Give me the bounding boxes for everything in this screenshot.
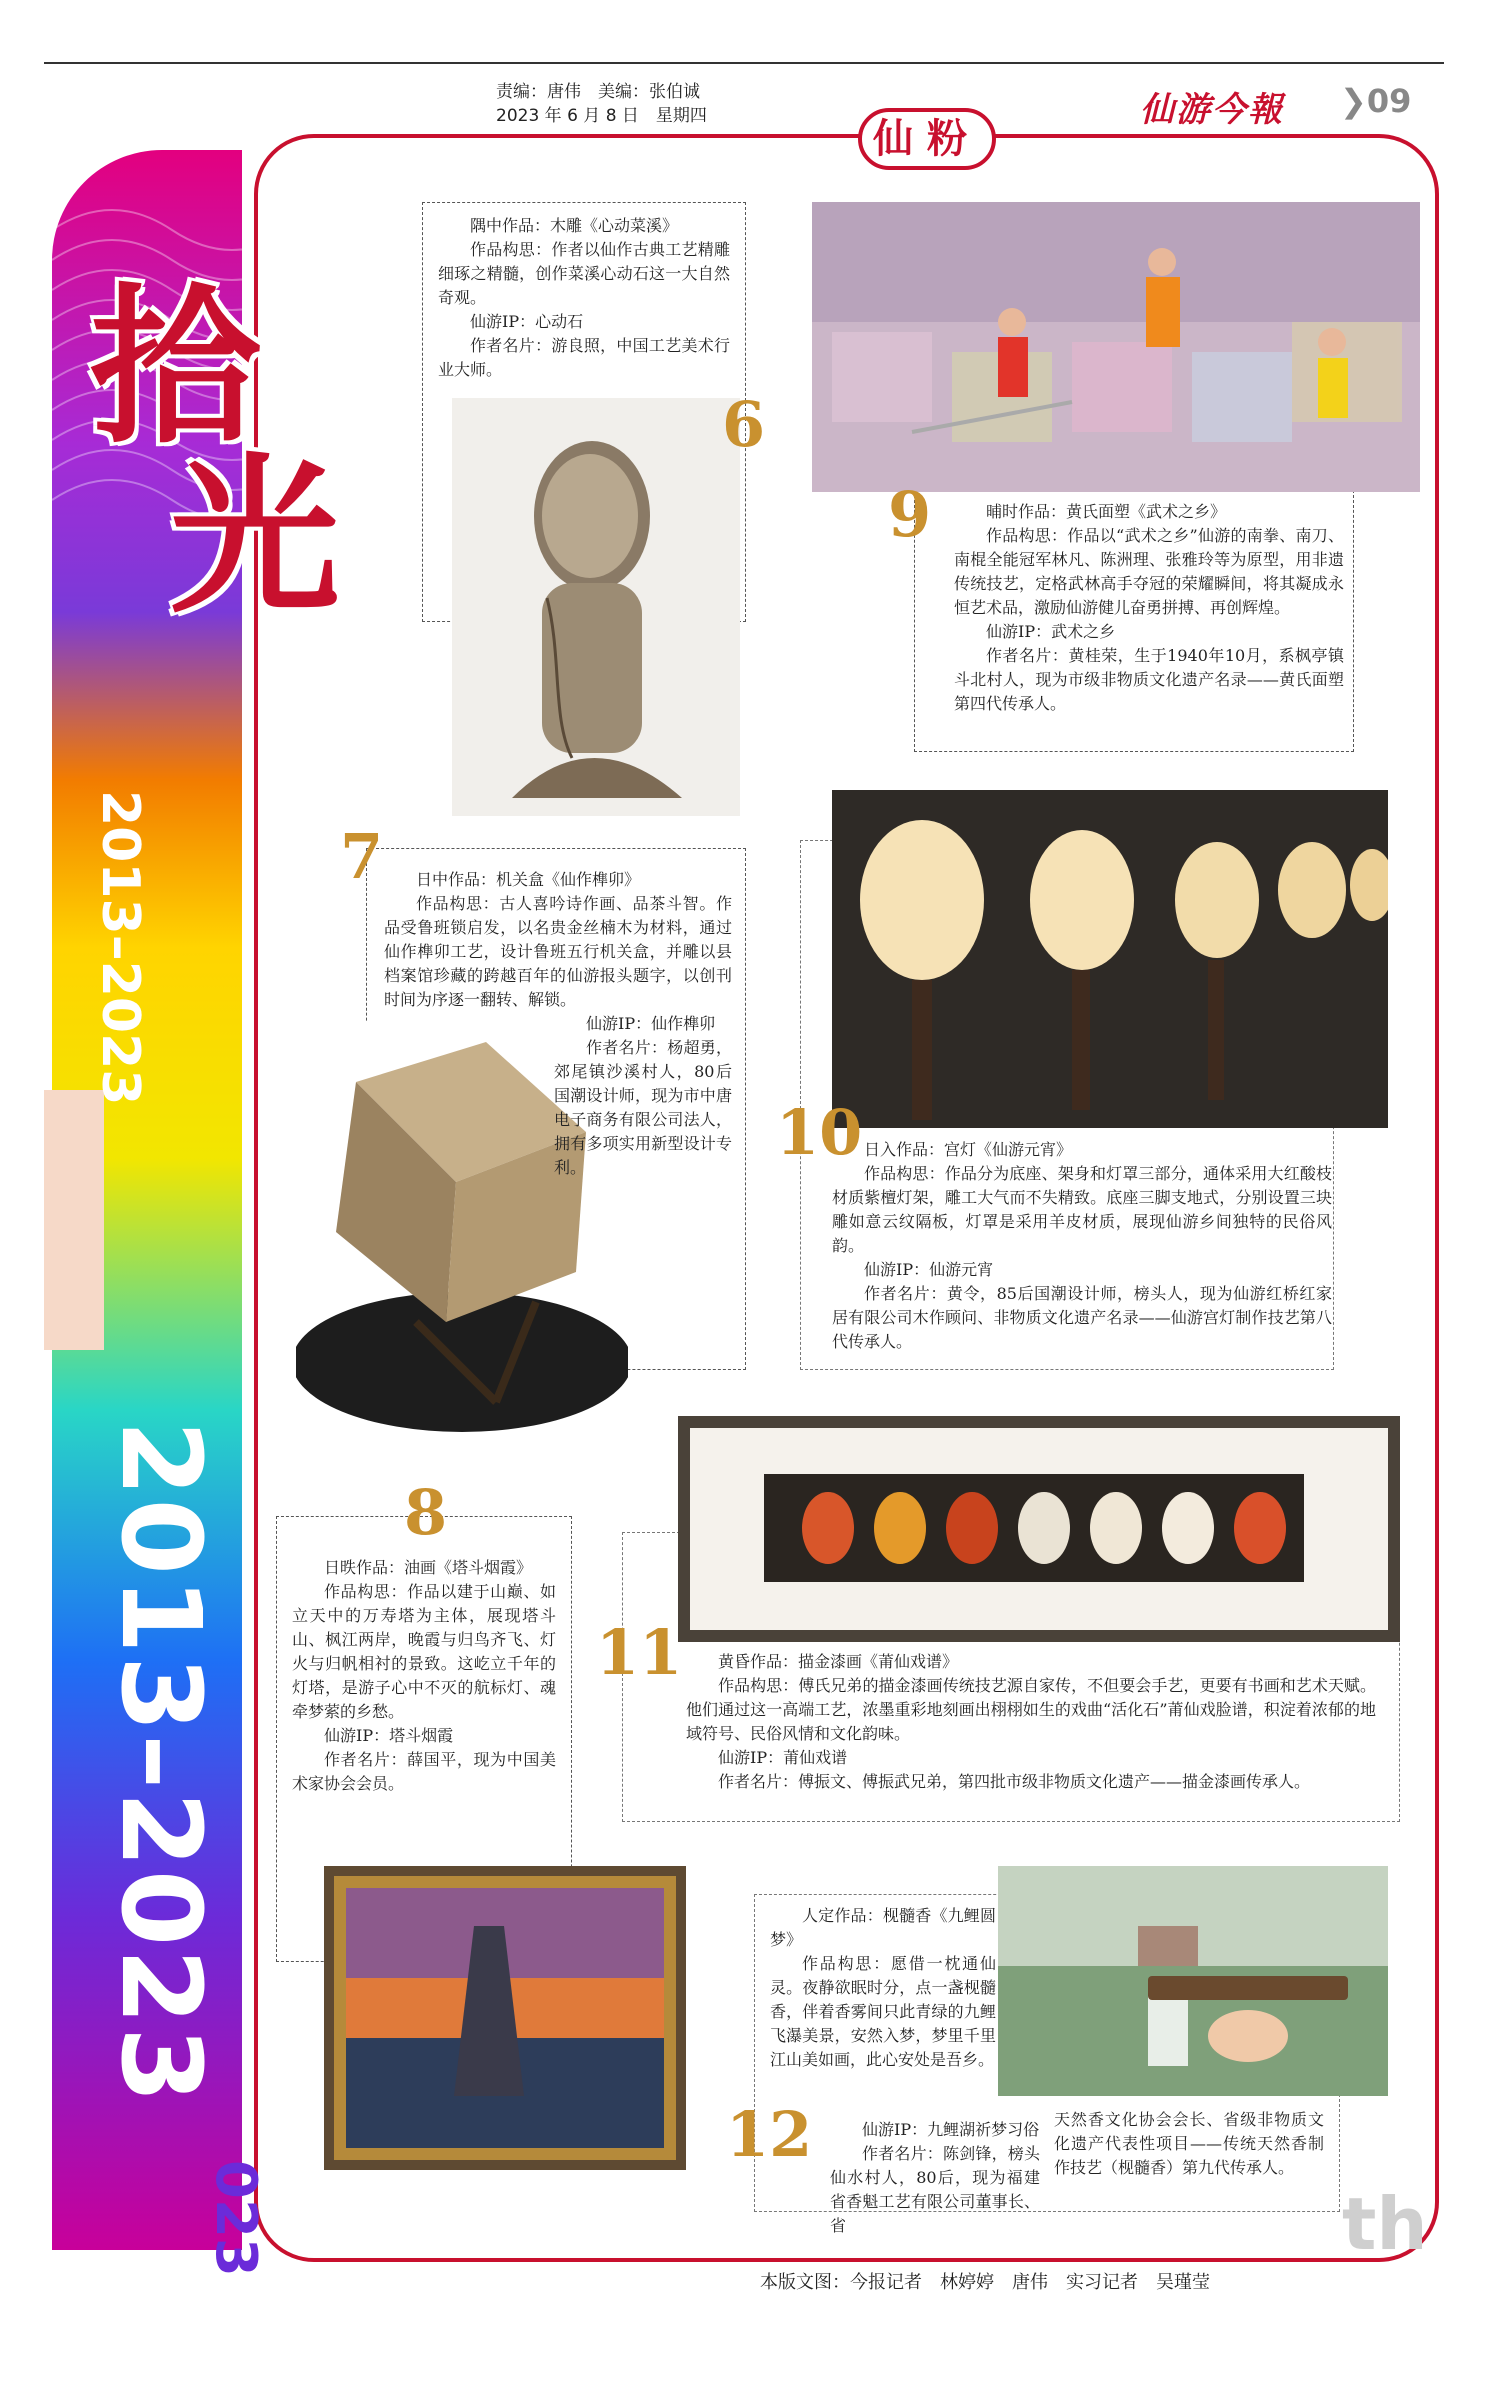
item-12-photo — [998, 1866, 1388, 2096]
date-line: 2023 年 6 月 8 日 星期四 — [496, 106, 707, 126]
item-11-concept: 作品构思：傅氏兄弟的描金漆画传统技艺源自家传，不但要会手艺，更要有书画和艺术天赋。他们通过这一高端工艺，浓墨重彩地刻画出栩栩如生的戏曲“活化石”莆仙戏脸谱，积淀着浓郁的地域符号、民俗风情和文化韵味。 — [686, 1676, 1376, 1743]
item-6-concept: 作品构思：作者以仙作古典工艺精雕细琢之精髓，创作菜溪心动石这一大自然奇观。 — [438, 240, 730, 307]
item-11-ip: 仙游IP：莆仙戏谱 — [718, 1748, 848, 1767]
item-8-photo — [324, 1866, 686, 2170]
item-12-text-c — [1054, 2108, 1324, 2180]
oil-painting-tower-image — [324, 1866, 686, 2170]
editors-line: 责编：唐伟 美编：张伯诚 — [496, 82, 700, 102]
item-11-number: 11 — [596, 1616, 683, 1689]
item-6-photo — [452, 398, 740, 816]
year-range-small: 2013–2023 — [90, 790, 150, 1106]
item-7-text — [384, 868, 732, 1180]
item-10-number: 10 — [776, 1096, 863, 1169]
item-9-head: 晡时作品：黄氏面塑《武术之乡》 — [986, 502, 1227, 521]
palace-lantern-image — [832, 790, 1388, 1128]
item-8-number: 8 — [404, 1476, 448, 1549]
item-6-number: 6 — [722, 388, 766, 461]
th-watermark: th — [1342, 2182, 1428, 2266]
item-6-ip: 仙游IP：心动石 — [470, 312, 584, 331]
item-11-author: 作者名片：傅振文、傅振武兄弟，第四批市级非物质文化遗产——描金漆画传承人。 — [718, 1772, 1311, 1791]
item-12-ip: 仙游IP：九鲤湖祈梦习俗 — [862, 2120, 1040, 2139]
item-10-concept: 作品构思：作品分为底座、架身和灯罩三部分，通体采用大红酸枝材质紫檀灯架，雕工大气而不失精致。底座三脚支地式，分别设置三块雕如意云纹隔板，灯罩是采用羊皮材质，展现仙游乡间独特的民俗风韵。 — [832, 1164, 1332, 1255]
item-9-ip: 仙游IP：武术之乡 — [986, 622, 1116, 641]
incense-waterfall-image — [998, 1866, 1388, 2096]
item-6-author: 作者名片：游良照，中国工艺美术行业大师。 — [438, 336, 730, 379]
item-8-head: 日昳作品：油画《塔斗烟霞》 — [324, 1558, 533, 1577]
item-9-photo — [812, 202, 1420, 492]
item-12-number: 12 — [726, 2098, 813, 2171]
item-12-author-b: 天然香文化协会会长、省级非物质文化遗产代表性项目——传统天然香制作技艺（枧髓香）第九代传承人。 — [1054, 2110, 1324, 2177]
paper-name: 仙游今報 — [1140, 90, 1284, 130]
item-8-ip: 仙游IP：塔斗烟霞 — [324, 1726, 454, 1745]
item-11-photo — [678, 1416, 1400, 1642]
item-7-head: 日中作品：机关盒《仙作榫卯》 — [416, 870, 641, 889]
item-9-number: 9 — [888, 478, 932, 551]
item-10-text — [832, 1138, 1332, 1354]
item-12-text-a — [770, 1904, 996, 2072]
title-char-2: 光 — [170, 437, 341, 637]
item-8-concept: 作品构思：作品以建于山巅、如立天中的万寿塔为主体，展现塔斗山、枫江两岸，晚霞与归鸟齐飞、灯火与归帆相衬的景致。这屹立千年的灯塔，是游子心中不灭的航标灯、魂牵梦萦的乡愁。 — [292, 1582, 556, 1721]
item-6-text — [438, 214, 730, 382]
item-9-text — [954, 500, 1344, 716]
item-7-ip: 仙游IP：仙作榫卯 — [586, 1014, 716, 1033]
item-11-text — [686, 1650, 1376, 1794]
year-range-big: 2013–2023 — [97, 1420, 225, 2106]
item-6-head: 隅中作品：木雕《心动菜溪》 — [470, 216, 679, 235]
photo-credit: 本版文图：今报记者 林婷婷 唐伟 实习记者 吴瑾莹 — [760, 2272, 1210, 2293]
dough-figurine-image — [812, 202, 1420, 492]
item-10-head: 日入作品：宫灯《仙游元宵》 — [864, 1140, 1073, 1159]
item-12-head: 人定作品：枧髓香《九鲤圆梦》 — [770, 1906, 996, 1949]
item-10-photo — [832, 790, 1388, 1128]
item-8-text — [292, 1556, 556, 1796]
item-11-head: 黄昏作品：描金漆画《莆仙戏谱》 — [718, 1652, 959, 1671]
item-12-concept: 作品构思：愿借一枕通仙灵。夜静欲眠时分，点一盏枧髓香，伴着香雾间只此青绿的九鲤飞瀑美景，安然入梦，梦里千里江山美如画，此心安处是吾乡。 — [770, 1954, 996, 2069]
item-9-concept: 作品构思：作品以“武术之乡”仙游的南拳、南刀、南棍全能冠军林凡、陈洲理、张雅玲等为原型，用非遗传统技艺，定格武林高手夺冠的荣耀瞬间，将其凝成永恒艺术品，激励仙游健儿奋勇拼搏、再创辉煌。 — [954, 526, 1344, 617]
title-char-1: 拾 — [90, 267, 261, 467]
wood-carving-image — [452, 398, 740, 816]
opera-mask-painting-image — [678, 1416, 1400, 1642]
item-7-number: 7 — [340, 820, 384, 893]
header-meta — [496, 80, 707, 128]
item-10-author: 作者名片：黄令，85后国潮设计师，榜头人，现为仙游红桥红家居有限公司木作顾问、非物质文化遗产名录——仙游宫灯制作技艺第八代传承人。 — [832, 1284, 1332, 1351]
item-12-text-b — [830, 2118, 1040, 2238]
year-tail: 023 — [203, 2160, 268, 2277]
item-7-concept: 作品构思：古人喜吟诗作画、品茶斗智。作品受鲁班锁启发，以名贵金丝楠木为材料，通过仙作榫卯工艺，设计鲁班五行机关盒，并雕以县档案馆珍藏的跨越百年的仙游报头题字，以创刊时间为序逐一翻转、解锁。 — [384, 894, 732, 1009]
item-12-author-a: 作者名片：陈剑锋，榜头仙水村人，80后，现为福建省香魁工艺有限公司董事长、省 — [830, 2144, 1040, 2235]
item-8-author: 作者名片：薛国平，现为中国美术家协会会员。 — [292, 1750, 556, 1793]
pale-block — [44, 1090, 104, 1350]
item-9-author: 作者名片：黄桂荣，生于1940年10月，系枫亭镇斗北村人，现为市级非物质文化遗产名录——黄氏面塑第四代传承人。 — [954, 646, 1344, 713]
item-7-author: 作者名片：杨超勇，郊尾镇沙溪村人，80后国潮设计师，现为市中唐电子商务有限公司法人，拥有多项实用新型设计专利。 — [554, 1038, 732, 1177]
top-rule — [44, 62, 1444, 64]
item-10-ip: 仙游IP：仙游元宵 — [864, 1260, 994, 1279]
page-number: ❯09 — [1340, 82, 1412, 120]
column-badge: 仙粉 — [858, 108, 996, 170]
